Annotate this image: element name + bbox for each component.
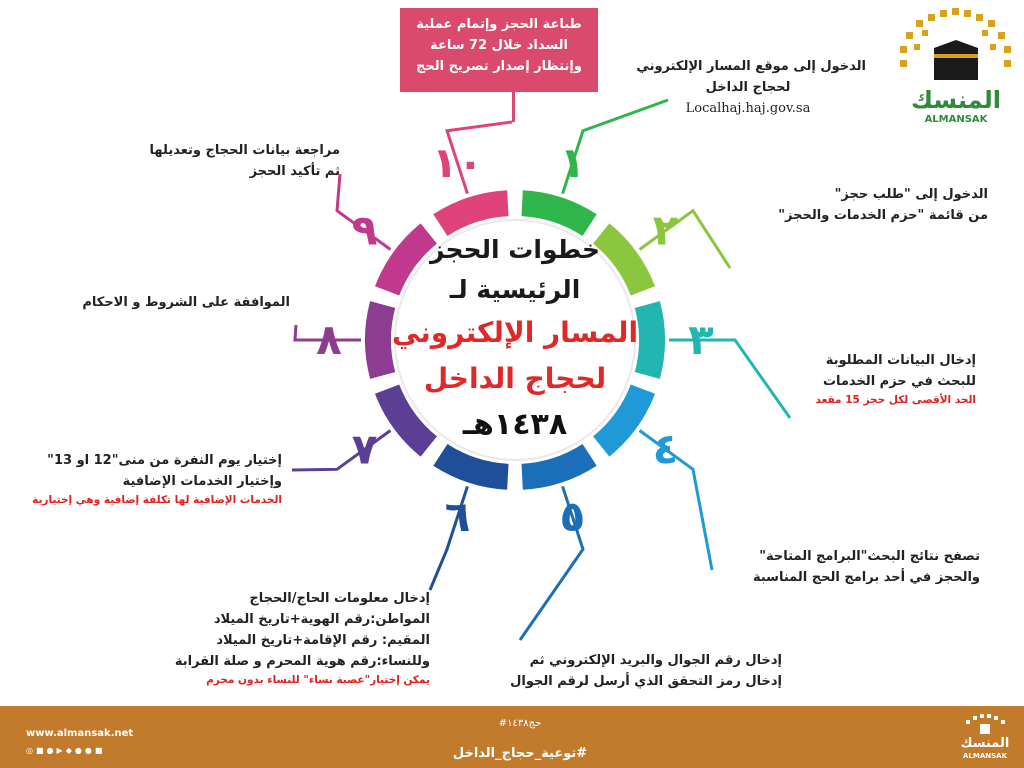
step-number-7: ٧ xyxy=(351,424,378,474)
center-title-line-4: لحجاج الداخل xyxy=(423,362,607,395)
step-3-line-1: إدخال البيانات المطلوبة xyxy=(825,353,976,368)
youtube-icon[interactable]: ▶ xyxy=(56,746,66,755)
step-number-2: ٢ xyxy=(652,205,679,255)
step-number-6: ٦ xyxy=(444,491,471,541)
footer-website-link[interactable]: www.almansak.net xyxy=(26,728,134,739)
footer-logo-arabic: المنسك xyxy=(960,736,1010,751)
step-10-connector xyxy=(512,92,515,122)
center-title-line-2: الرئيسية لـ xyxy=(449,275,581,304)
step-number-9: ٩ xyxy=(351,205,378,255)
step-4-line-2: والحجز في أحد برامج الحج المناسبة xyxy=(752,570,980,585)
step-4-text xyxy=(700,546,980,588)
step-number-4: ٤ xyxy=(652,424,679,474)
step-number-10: ١٠ xyxy=(431,138,484,188)
center-title-line-1: خطوات الحجز xyxy=(430,235,600,264)
step-10-box xyxy=(400,8,598,92)
almansak-logo xyxy=(894,6,1018,130)
center-title xyxy=(385,230,645,448)
step-3-text xyxy=(790,350,976,408)
step-7-line-1: إختيار يوم النفرة من منى"12 او 13" xyxy=(47,453,282,468)
step-number-5: ٥ xyxy=(559,491,586,541)
step-8-line-1: الموافقة على الشروط و الاحكام xyxy=(82,295,290,310)
step-2-text xyxy=(758,184,988,226)
step-2-line-2: من قائمة "حزم الخدمات والحجز" xyxy=(778,208,988,223)
step-3-note: الحد الأقصى لكل حجز 15 مقعد xyxy=(815,394,976,406)
snapchat-icon[interactable]: ● xyxy=(46,746,57,755)
step-number-3: ٣ xyxy=(688,315,714,364)
step-6-line-2: المواطن:رقم الهوية+تاريخ الميلاد xyxy=(213,612,430,627)
footer-year-hashtag: #حج١٤٣٨ xyxy=(498,718,542,729)
step-5-text xyxy=(492,650,782,692)
step-1-text xyxy=(630,56,866,119)
facebook-icon[interactable]: ■ xyxy=(35,746,47,755)
step-6-note: يمكن إختيار"عصبة نساء" للنساء بدون محرم xyxy=(206,674,430,686)
step-10-line-1: طباعة الحجز وإتمام عملية xyxy=(416,17,582,32)
instagram-icon[interactable]: ◎ xyxy=(26,746,36,755)
step-6-line-1: إدخال معلومات الحاج/الحجاج xyxy=(249,591,430,606)
footer-logo xyxy=(956,712,1014,764)
social-icons-row xyxy=(26,746,105,755)
connector-line-3 xyxy=(669,340,790,418)
step-3-line-2: للبحث في حزم الخدمات xyxy=(822,374,976,389)
footer-hashtag: #توعية_حجاج_الداخل xyxy=(452,746,588,761)
step-5-line-2: إدخال رمز التحقق الذي أرسل لرقم الجوال xyxy=(510,674,782,689)
step-6-text xyxy=(170,588,430,688)
linkedin-icon[interactable]: ■ xyxy=(94,746,106,755)
whatsapp-icon[interactable]: ● xyxy=(84,746,95,755)
logo-latin-text: ALMANSAK xyxy=(924,114,988,125)
step-7-line-2: وإختيار الخدمات الإضافية xyxy=(122,474,282,489)
step-6-line-3: المقيم: رقم الإقامة+تاريخ الميلاد xyxy=(216,633,430,648)
step-10-line-3: وإنتظار إصدار تصريح الحج xyxy=(416,59,582,74)
step-1-line-2: لحجاج الداخل xyxy=(705,80,791,95)
step-6-line-4: وللنساء:رقم هوية المحرم و صلة القرابة xyxy=(174,654,430,669)
step-10-line-2: السداد خلال 72 ساعة xyxy=(430,38,568,53)
step-9-line-1: مراجعة بيانات الحجاج وتعديلها xyxy=(149,143,340,158)
footer-logo-latin: ALMANSAK xyxy=(962,752,1007,760)
step-9-line-2: ثم تأكيد الحجز xyxy=(249,164,340,179)
step-5-line-1: إدخال رقم الجوال والبريد الإلكتروني ثم xyxy=(529,653,782,668)
step-7-text xyxy=(22,450,282,508)
step-1-url: Localhaj.haj.gov.sa xyxy=(685,101,811,116)
step-number-8: ٨ xyxy=(316,315,342,364)
step-2-line-1: الدخول إلى "طلب حجز" xyxy=(834,187,988,202)
step-1-line-1: الدخول إلى موقع المسار الإلكتروني xyxy=(636,59,866,74)
footer-bar xyxy=(0,706,1024,768)
step-number-1: ١ xyxy=(559,138,586,188)
telegram-icon[interactable]: ● xyxy=(74,746,85,755)
twitter-icon[interactable]: ◆ xyxy=(65,746,75,755)
step-9-text xyxy=(100,140,340,182)
step-7-note: الخدمات الإضافية لها تكلفة إضافية وهي إختيارية xyxy=(32,494,282,506)
footer-kaaba-icon xyxy=(956,712,1014,738)
center-title-line-3: المسار الإلكتروني xyxy=(391,316,639,349)
step-8-text xyxy=(40,292,290,313)
center-title-year: ١٤٣٨هـ xyxy=(462,407,568,442)
step-4-line-1: تصفح نتائج البحث"البرامج المتاحة" xyxy=(759,549,980,564)
logo-arabic-text: المنسك xyxy=(911,86,1001,114)
